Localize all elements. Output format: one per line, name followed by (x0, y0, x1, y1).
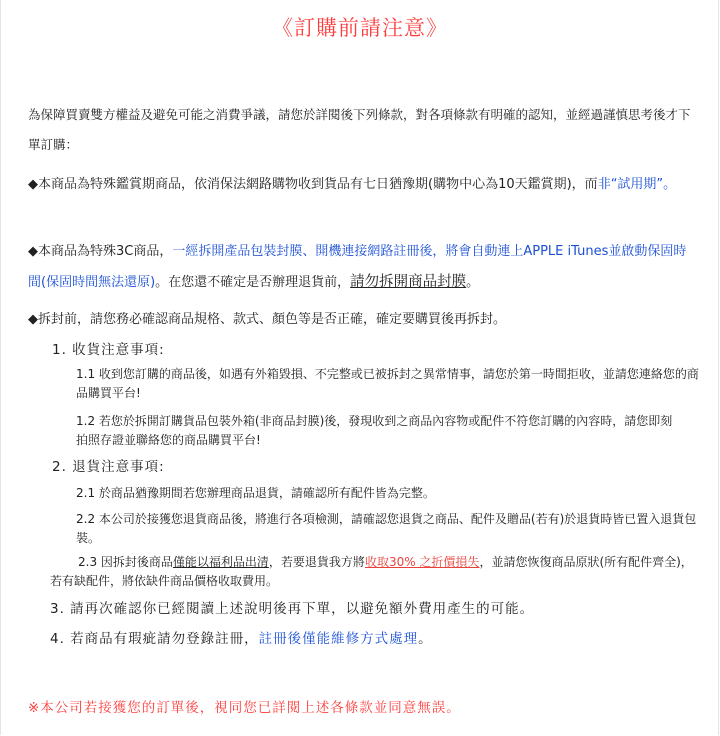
section2-item2: 2.2 本公司於接獲您退貨商品後，將進行各項檢測，請確認您退貨之商品、配件及贈品(若有)於退貨時皆已置入退貨包裝。 (76, 512, 697, 545)
section2-item3-text-2: ，若要退貨我方將 (268, 555, 365, 569)
section1-heading: 1. 收貨注意事項: (52, 342, 165, 358)
bullet1-text: ◆本商品為特殊鑑賞期商品，依消保法網路購物收到貨品有七日猶豫期(購物中心為10天鑑賞期)，而 (28, 177, 598, 192)
bullet1-trial-note: 非“試用期”。 (597, 177, 677, 192)
item3-reconfirm: 3. 請再次確認你已經閱讀上述說明後再下單，以避免額外費用產生的可能。 (50, 601, 535, 617)
bullet-appreciation-period (28, 170, 696, 200)
section1-item1: 1.1 收到您訂購的商品後，如遇有外箱毀損、不完整或已被拆封之異常情事，請您於第一時間拒收，並請您連絡您的商品購買平台! (76, 367, 699, 400)
section2-item3-text: 2.3 因拆封後商品 (78, 555, 173, 569)
discount-loss-note: 收取30% 之折價損失 (364, 555, 480, 569)
bullet2-text-3: 。 (466, 275, 480, 290)
item4-repair-only: 註冊後僅能維修方式處理 (258, 631, 419, 647)
page-title: 《訂購前請注意》 (272, 16, 448, 40)
bullet-3c-product (28, 237, 696, 298)
bullet2-text-2: 。在您還不確定是否辦理退貨前， (155, 275, 351, 290)
bullet2-warranty-note: 一經拆開產品包裝封膜、開機連接網路註冊後，將會自動連上APPLE iTunes並啟動保固時間(保固時間無法還原) (28, 244, 687, 290)
footer-agreement-note: ※本公司若接獲您的訂單後，視同您已詳閱上述各條款並同意無誤。 (28, 700, 461, 716)
section2-item3-text-3: ，並請您恢復商品原狀(所有配件齊全)，若有缺配件，將依缺件商品價格收取費用。 (50, 555, 693, 588)
bullet2-do-not-open: 請勿拆開商品封膜 (350, 274, 467, 290)
section2-heading: 2. 退貨注意事項: (52, 459, 165, 475)
item4-text: 4. 若商品有瑕疵請勿登錄註冊， (50, 631, 259, 647)
clearance-note: 僅能以福利品出清 (172, 555, 269, 569)
section2-item3 (50, 553, 702, 591)
section1-item2: 1.2 若您於拆開訂購貨品包裝外箱(非商品封膜)後，發現收到之商品內容物或配件不符您訂購的內容時，請您即刻拍照存證並聯絡您的商品購買平台! (76, 414, 673, 447)
item4-text-2: 。 (418, 631, 433, 647)
bullet2-text: ◆本商品為特殊3C商品， (28, 244, 173, 259)
section2-item1: 2.1 於商品猶豫期間若您辦理商品退貨，請確認所有配件皆為完整。 (76, 486, 435, 500)
bullet-check-before-open: ◆拆封前，請您務必確認商品規格、款式、顏色等是否正確，確定要購買後再拆封。 (28, 312, 506, 327)
item4-defect-note (50, 627, 433, 647)
intro-paragraph: 為保障買賣雙方權益及避免可能之消費爭議，請您於詳閱後下列條款，對各項條款有明確的認知，並經過謹慎思考後才下單訂購： (28, 107, 691, 152)
